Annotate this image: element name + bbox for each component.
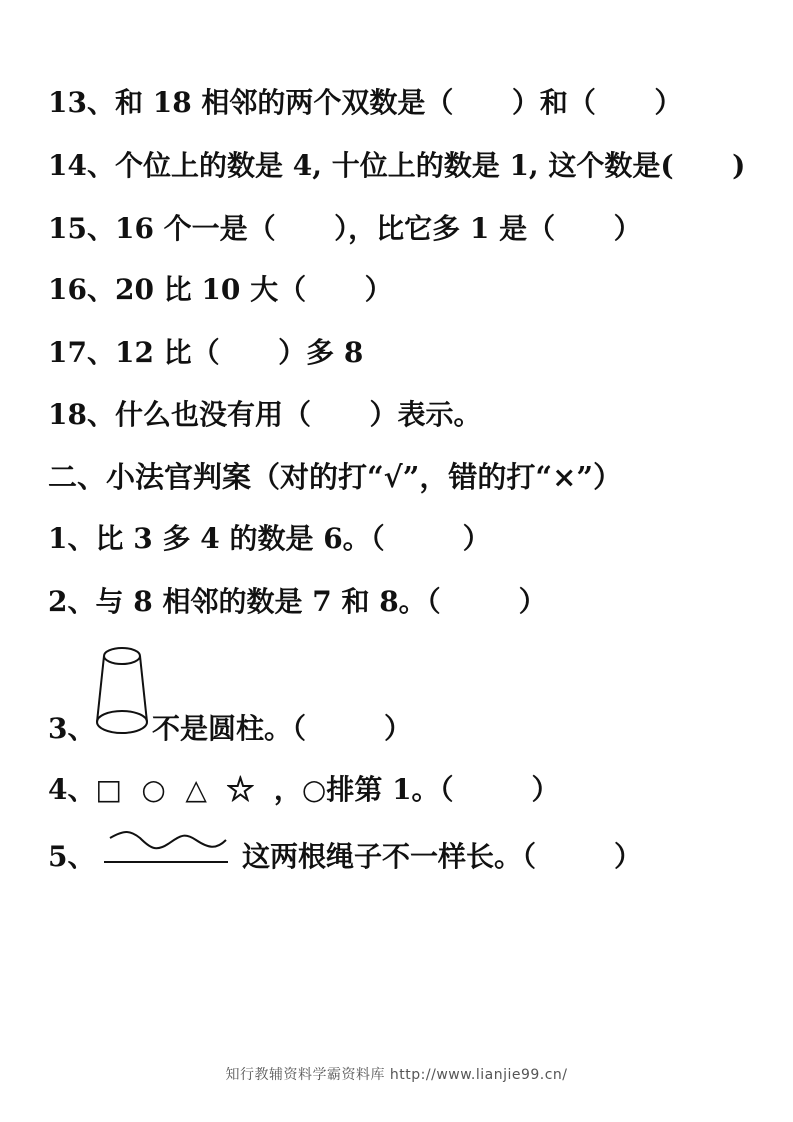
question-17: 17、12 比（ ）多 8 [48, 336, 364, 369]
footer-watermark: 知行教辅资料学霸资料库 http://www.lianjie99.cn/ [225, 1067, 568, 1083]
judge-question-1: 1、比 3 多 4 的数是 6。（ ） [48, 522, 491, 555]
rope-lines-icon [100, 830, 232, 870]
section-2-title: 二、小法官判案（对的打“√”，错的打“×”） [48, 460, 623, 494]
judge-question-3-number: 3、 [48, 712, 96, 745]
question-18: 18、什么也没有用（ ）表示。 [48, 398, 482, 431]
question-15: 15、16 个一是（ ），比它多 1 是（ ） [48, 212, 642, 245]
judge-question-5-number: 5、 [48, 840, 96, 873]
judge-question-2: 2、与 8 相邻的数是 7 和 8。（ ） [48, 585, 547, 618]
question-14: 14、个位上的数是 4, 十位上的数是 1, 这个数是( ) [48, 149, 746, 182]
question-16: 16、20 比 10 大（ ） [48, 273, 393, 306]
judge-question-3-text: 不是圆柱。（ ） [152, 712, 412, 745]
question-13: 13、和 18 相邻的两个双数是（ ）和（ ） [48, 86, 683, 119]
judge-question-4: 4、□ ○ △ ☆ ，○排第 1。（ ） [48, 773, 560, 806]
cup-shape-icon [94, 644, 152, 738]
judge-question-5-text: 这两根绳子不一样长。（ ） [242, 840, 642, 873]
